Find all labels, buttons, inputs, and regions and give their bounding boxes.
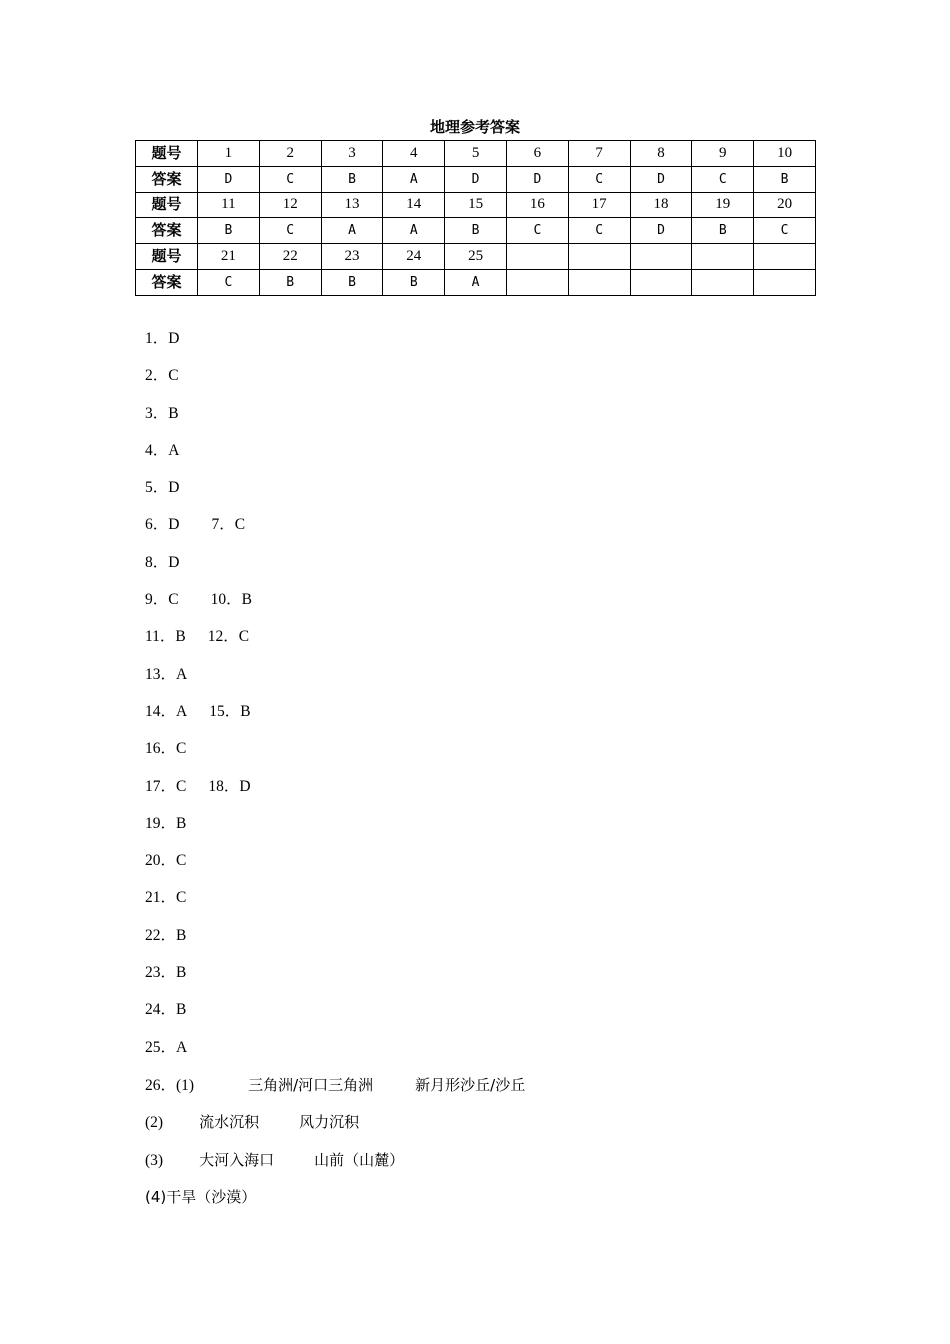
table-row [136,192,816,218]
answer-item: 新月形沙丘/沙丘 [415,1075,526,1094]
answer-item: (2) [145,1114,164,1132]
answer-line [145,627,525,664]
answer-item: 山前（山麓） [314,1150,405,1169]
question-number-cell: 22 [259,244,321,270]
answer-line [145,739,525,776]
answer-line [145,1187,525,1224]
question-number-header: 题号 [136,244,198,270]
answer-cell: C [259,218,321,244]
answer-cell: C [198,269,260,295]
answer-line [145,963,525,1000]
answer-line [145,814,525,851]
answer-cell: D [445,166,507,192]
answer-cell: A [445,269,507,295]
answer-item: 18．D [208,777,251,795]
question-number-cell: 7 [568,141,630,167]
answer-cell [630,269,692,295]
table-row [136,269,816,295]
answer-list [145,329,525,1224]
answer-item: 13．A [145,665,188,683]
answer-cell [692,269,754,295]
answer-item: 16．C [145,740,187,758]
question-number-cell: 20 [754,192,816,218]
question-number-cell: 14 [383,192,445,218]
answer-item: 20．C [145,852,187,870]
answer-item: 三角洲/河口三角洲 [248,1075,374,1094]
answer-cell: C [259,166,321,192]
answer-item: (3) [145,1151,164,1169]
answer-item: 1．D [145,330,180,347]
answer-cell: A [383,166,445,192]
answer-cell: B [198,218,260,244]
answer-cell: C [754,218,816,244]
question-number-cell: 2 [259,141,321,167]
answer-line [145,888,525,925]
answer-line [145,1150,525,1187]
answer-line [145,777,525,814]
question-number-cell: 12 [259,192,321,218]
answer-item: 15．B [209,702,251,720]
question-number-cell [568,244,630,270]
answer-item: 大河入海口 [199,1150,275,1169]
table-row [136,141,816,167]
answer-line [145,926,525,963]
answer-cell: C [692,166,754,192]
question-number-header: 题号 [136,192,198,218]
answer-line [145,851,525,888]
answer-line [145,441,525,478]
answer-item: 12．C [207,628,250,646]
answer-cell: B [321,269,383,295]
answer-item: 14．A [145,702,188,720]
question-number-cell [692,244,754,270]
answer-item: 25．A [145,1038,188,1056]
question-number-header: 题号 [136,141,198,167]
question-number-cell [754,244,816,270]
question-number-cell: 24 [383,244,445,270]
answer-cell: D [198,166,260,192]
answer-item: 11．B [145,628,186,646]
answer-item: 3．B [145,404,179,422]
answer-line [145,1075,525,1112]
answer-header: 答案 [136,218,198,244]
question-number-cell: 15 [445,192,507,218]
answer-cell: A [383,218,445,244]
answer-line [145,1112,525,1149]
answer-line [145,329,525,366]
answer-item: 2．C [145,367,179,385]
answer-item: 流水沉积 [199,1113,260,1132]
answer-cell: B [692,218,754,244]
answer-table [135,140,816,296]
answer-line [145,515,525,552]
answer-line [145,702,525,739]
answer-cell: A [321,218,383,244]
answer-item: 10．B [210,591,252,609]
question-number-cell: 4 [383,141,445,167]
answer-item: 4．A [145,441,180,459]
answer-cell: D [630,166,692,192]
answer-item: 风力沉积 [299,1113,360,1132]
answer-item: 8．D [145,553,180,571]
answer-line [145,590,525,627]
question-number-cell [506,244,568,270]
answer-cell: D [630,218,692,244]
answer-item: 19．B [145,814,187,832]
answer-cell: B [321,166,383,192]
question-number-cell: 13 [321,192,383,218]
answer-line [145,478,525,515]
answer-header: 答案 [136,269,198,295]
question-number-cell: 5 [445,141,507,167]
answer-line [145,1000,525,1037]
question-number-cell: 6 [506,141,568,167]
question-number-cell: 9 [692,141,754,167]
question-number-cell: 8 [630,141,692,167]
answer-cell: B [383,269,445,295]
question-number-cell: 25 [445,244,507,270]
table-row [136,166,816,192]
question-number-cell: 23 [321,244,383,270]
answer-line [145,665,525,702]
answer-item: 17．C [145,777,187,795]
answer-item: 6．D [145,516,180,534]
answer-line [145,553,525,590]
answer-item: (4)干旱（沙漠） [145,1187,257,1206]
question-number-cell: 21 [198,244,260,270]
answer-cell [754,269,816,295]
answer-item: 5．D [145,479,180,497]
question-number-cell: 18 [630,192,692,218]
answer-cell: B [259,269,321,295]
question-number-cell: 17 [568,192,630,218]
question-number-cell: 10 [754,141,816,167]
answer-item: 9．C [145,591,179,609]
answer-cell: B [445,218,507,244]
answer-cell [506,269,568,295]
answer-cell [568,269,630,295]
question-number-cell: 19 [692,192,754,218]
answer-item: 7．C [211,516,246,534]
answer-line [145,404,525,441]
answer-cell: C [568,218,630,244]
answer-cell: D [506,166,568,192]
question-number-cell: 1 [198,141,260,167]
answer-item: 21．C [145,889,187,907]
answer-header: 答案 [136,166,198,192]
answer-cell: C [568,166,630,192]
answer-item: 22．B [145,926,187,944]
table-row [136,244,816,270]
answer-item: 26．(1) [145,1076,195,1094]
answer-item: 23．B [145,964,187,982]
answer-item: 24．B [145,1001,187,1019]
table-row [136,218,816,244]
question-number-cell [630,244,692,270]
page-title: 地理参考答案 [429,118,520,136]
question-number-cell: 16 [506,192,568,218]
answer-line [145,1038,525,1075]
question-number-cell: 11 [198,192,260,218]
answer-cell: C [506,218,568,244]
answer-line [145,366,525,403]
question-number-cell: 3 [321,141,383,167]
answer-cell: B [754,166,816,192]
